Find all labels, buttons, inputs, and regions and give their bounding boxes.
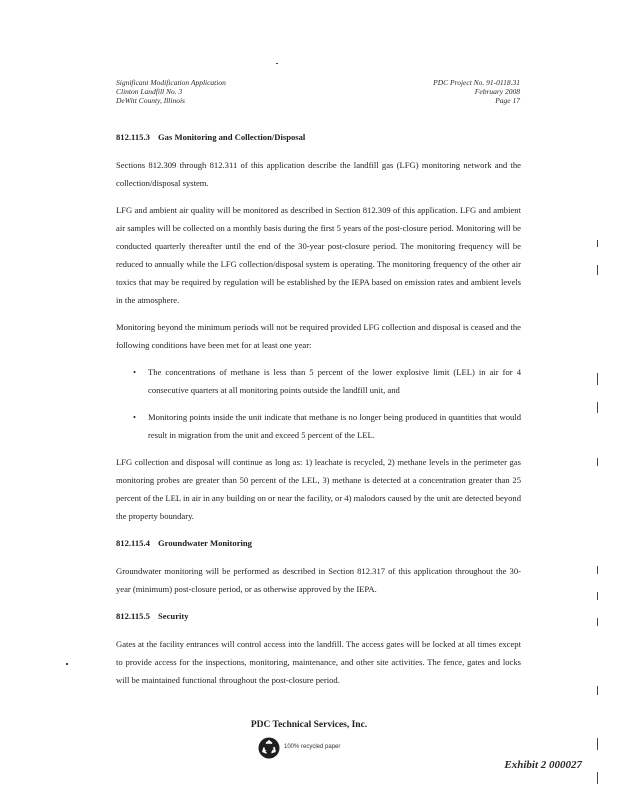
exhibit-stamp: Exhibit 2 000027: [504, 759, 582, 771]
header-right: [433, 78, 520, 105]
scan-mark: [597, 738, 598, 750]
scan-mark: [597, 402, 598, 413]
paragraph: LFG collection and disposal will continue as long as: 1) leachate is recycled, 2) methane levels in the perimeter gas monitoring probes are greater than 50 percent of the LEL, 3) methane is detected at a concentration greater than 25 percent of the LEL in air in any building on or near the facility, or 4) malodors caused by the unit are detected beyond the property boundary.: [116, 457, 521, 521]
section-heading-security: [116, 607, 521, 625]
paragraph: LFG and ambient air quality will be monitored as described in Section 812.309 of this application. LFG and ambient air samples will be collected on a monthly basis during the first 5 years of the post-closure period. Monitoring will be conducted quarterly thereafter until the end of the 30-year post-closure period. The monitoring frequency will be reduced to annually while the LFG collection/disposal system is operating. The monitoring frequency of the other air toxics that may be required by regulation will be established by the IEPA based on emission rates and ambient levels in the atmosphere.: [116, 205, 521, 305]
paragraph: Groundwater monitoring will be performed as described in Section 812.317 of this application throughout the 30-year (minimum) post-closure period, or as otherwise approved by the IEPA.: [116, 566, 521, 594]
scan-mark: [597, 458, 598, 466]
bullet-icon: •: [133, 412, 137, 422]
scan-mark: [597, 592, 598, 600]
header-page-number: Page 17: [495, 96, 520, 105]
recycled-paper-note: 100% recycled paper: [284, 744, 341, 750]
section-heading-groundwater: [116, 534, 521, 552]
paragraph: Sections 812.309 through 812.311 of this application describe the landfill gas (LFG) monitoring network and the collection/disposal system.: [116, 160, 521, 188]
section-number: 812.115.5: [116, 611, 150, 621]
section-title: Gas Monitoring and Collection/Disposal: [158, 132, 306, 142]
paragraph: Monitoring beyond the minimum periods will not be required provided LFG collection and disposal is ceased and the following conditions have been met for at least one year:: [116, 322, 521, 350]
bullet-item: [116, 363, 521, 399]
header-project-number: PDC Project No. 91-0118.31: [433, 78, 520, 87]
scan-mark: [66, 663, 68, 665]
header-left: [116, 78, 226, 105]
section-heading-gas: [116, 128, 521, 146]
scan-mark: [597, 240, 598, 247]
section-title: Groundwater Monitoring: [158, 538, 252, 548]
footer-company-name: PDC Technical Services, Inc.: [250, 720, 368, 730]
scan-mark: [597, 566, 598, 574]
header-county: DeWitt County, Illinois: [116, 96, 185, 105]
bullet-text: Monitoring points inside the unit indicate that methane is no longer being produced in quantities that would result in migration from the unit and exceed 5 percent of the LEL.: [148, 412, 521, 440]
header-landfill-name: Clinton Landfill No. 3: [116, 87, 183, 96]
scan-mark: [597, 686, 598, 695]
scan-mark: [597, 265, 598, 275]
section-number: 812.115.4: [116, 538, 150, 548]
document-body: [116, 128, 521, 698]
bullet-item: [116, 408, 521, 444]
section-number: 812.115.3: [116, 132, 150, 142]
header-application-title: Significant Modification Application: [116, 78, 226, 87]
section-title: Security: [158, 611, 189, 621]
scan-mark: [597, 772, 598, 784]
paragraph: Gates at the facility entrances will control access into the landfill. The access gates will be locked at all times except to provide access for the inspections, monitoring, maintenance, and other site activities. The fence, gates and locks will be maintained functional throughout the post-closure period.: [116, 639, 521, 685]
bullet-list: [116, 363, 521, 444]
scan-mark: [597, 373, 598, 385]
scan-mark: [597, 618, 598, 626]
recycle-icon: [258, 737, 280, 759]
scan-mark: [276, 63, 278, 64]
bullet-icon: •: [133, 367, 137, 377]
bullet-text: The concentrations of methane is less than 5 percent of the lower explosive limit (LEL) in air for 4 consecutive quarters at all monitoring points outside the landfill unit, and: [148, 367, 521, 395]
header-date: February 2008: [474, 87, 520, 96]
